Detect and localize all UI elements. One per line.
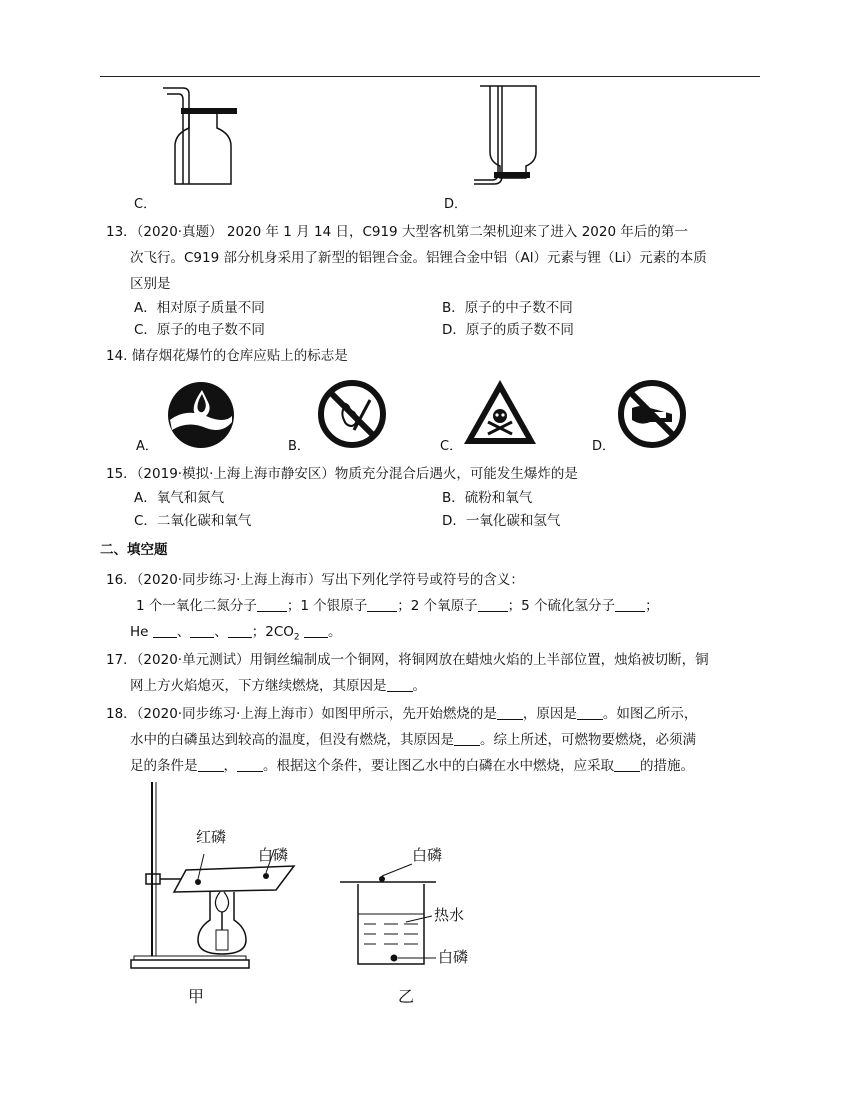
- answer-blank[interactable]: [228, 623, 252, 638]
- answer-blank[interactable]: [153, 623, 177, 638]
- q13-line-1: 13．（2020·真题） 2020 年 1 月 14 日，C919 大型客机第二架机迎来了进入 2020 年后的第一: [106, 224, 688, 240]
- q17-line-2: [130, 676, 426, 696]
- q15-option-c: C．二氧化碳和氧气: [134, 513, 252, 529]
- q14-label-c: C．: [440, 439, 463, 454]
- q14-label-d: D．: [592, 439, 616, 454]
- answer-blank[interactable]: [367, 597, 397, 612]
- corrosive-drop-sign-icon: [166, 380, 236, 450]
- q18-line-1: [106, 704, 697, 724]
- q16-part: 。: [327, 624, 342, 640]
- q17-line-1: 17．（2020·单元测试）用铜丝编制成一个铜网，将铜网放在蜡烛火焰的上半部位置，烛焰被切断，铜: [106, 652, 709, 668]
- q16-part: He: [130, 624, 153, 640]
- q17-part: 网上方火焰熄灭，下方继续燃烧，其原因是: [130, 678, 387, 694]
- q16-part: 1 个一氧化二氮分子: [136, 598, 257, 614]
- q16-part: ；2CO: [251, 624, 294, 640]
- q18-part: ，原因是: [522, 706, 577, 722]
- q15-option-b: B．硫粉和氧气: [442, 490, 533, 506]
- q13-option-c: C．原子的电子数不同: [134, 322, 265, 338]
- answer-blank[interactable]: [615, 597, 645, 612]
- gas-bottle-d-image: [470, 82, 550, 190]
- q16-part: ；: [645, 598, 659, 614]
- q16-part: ；2 个氧原子: [397, 598, 478, 614]
- q13-option-d: D．原子的质子数不同: [442, 322, 574, 338]
- experiment-yi-diagram: [336, 860, 446, 980]
- label-white-phosphorus-bottom: 白磷: [438, 948, 469, 966]
- answer-blank[interactable]: [237, 757, 263, 772]
- answer-blank[interactable]: [478, 597, 508, 612]
- answer-blank[interactable]: [198, 757, 224, 772]
- q13-line-3: 区别是: [130, 276, 171, 292]
- q17-part: 。: [412, 678, 426, 694]
- q18-part: 。如图乙所示，: [602, 706, 698, 722]
- experiment-jia-diagram: [126, 780, 306, 980]
- label-hot-water: 热水: [434, 906, 465, 924]
- answer-blank[interactable]: [454, 731, 480, 746]
- section-heading-fill-in: 二、填空题: [100, 542, 168, 558]
- q16-part: ；5 个硫化氢分子: [507, 598, 616, 614]
- q15-option-a: A．氧气和氮气: [134, 490, 225, 506]
- q18-part: 。综上所述，可燃物要燃烧，必须满: [480, 732, 696, 748]
- caption-jia: 甲: [188, 987, 205, 1006]
- q16-line-3: [130, 622, 341, 648]
- answer-blank[interactable]: [387, 677, 413, 692]
- toxic-warning-sign-icon: [460, 376, 540, 448]
- q16-part: 、: [214, 624, 228, 640]
- q12-option-d: D．: [444, 197, 468, 212]
- gas-bottle-c-image: [155, 84, 245, 188]
- top-rule: [100, 76, 760, 77]
- q18-part: 足的条件是: [130, 758, 198, 774]
- no-fireworks-sign-icon: [616, 378, 688, 450]
- label-red-phosphorus: 红磷: [196, 828, 227, 846]
- q18-part: ，: [223, 758, 237, 774]
- q16-subscript: 2: [293, 632, 300, 643]
- caption-yi: 乙: [398, 987, 415, 1006]
- q18-part: 。根据这个条件，要让图乙水中的白磷在水中燃烧，应采取: [263, 758, 614, 774]
- answer-blank[interactable]: [614, 757, 640, 772]
- answer-blank[interactable]: [304, 623, 328, 638]
- q18-line-2: [130, 730, 696, 750]
- q16-line-1: 16．（2020·同步练习·上海上海市）写出下列化学符号或符号的含义：: [106, 572, 524, 588]
- answer-blank[interactable]: [190, 623, 214, 638]
- answer-blank[interactable]: [257, 597, 287, 612]
- q16-part: 、: [176, 624, 191, 640]
- q13-option-b: B．原子的中子数不同: [442, 300, 573, 316]
- q14-line-1: 14. 储存烟花爆竹的仓库应贴上的标志是: [106, 348, 348, 364]
- q18-part: 水中的白磷虽达到较高的温度，但没有燃烧，其原因是: [130, 732, 454, 748]
- q16-part: ；1 个银原子: [286, 598, 368, 614]
- q13-option-a: A．相对原子质量不同: [134, 300, 265, 316]
- q15-option-d: D．一氧化碳和氢气: [442, 513, 561, 529]
- label-white-phosphorus-top: 白磷: [412, 846, 443, 864]
- q12-option-c: C．: [134, 197, 157, 212]
- q15-line-1: 15．（2019·模拟·上海上海市静安区）物质充分混合后遇火，可能发生爆炸的是: [106, 466, 578, 482]
- q14-label-b: B．: [288, 439, 310, 454]
- label-white-phosphorus: 白磷: [258, 846, 289, 864]
- answer-blank[interactable]: [577, 705, 603, 720]
- q18-line-3: [130, 756, 694, 776]
- q13-line-2: 次飞行。C919 部分机身采用了新型的铝锂合金。铝锂合金中铝（Al）元素与锂（Li）元素的本质: [130, 250, 707, 266]
- q18-part: 的措施。: [640, 758, 694, 774]
- q14-label-a: A．: [136, 439, 158, 454]
- answer-blank[interactable]: [497, 705, 523, 720]
- no-open-flame-sign-icon: [316, 378, 388, 450]
- q18-part: 18．（2020·同步练习·上海上海市）如图甲所示，先开始燃烧的是: [106, 706, 497, 722]
- q16-line-2: [136, 596, 659, 616]
